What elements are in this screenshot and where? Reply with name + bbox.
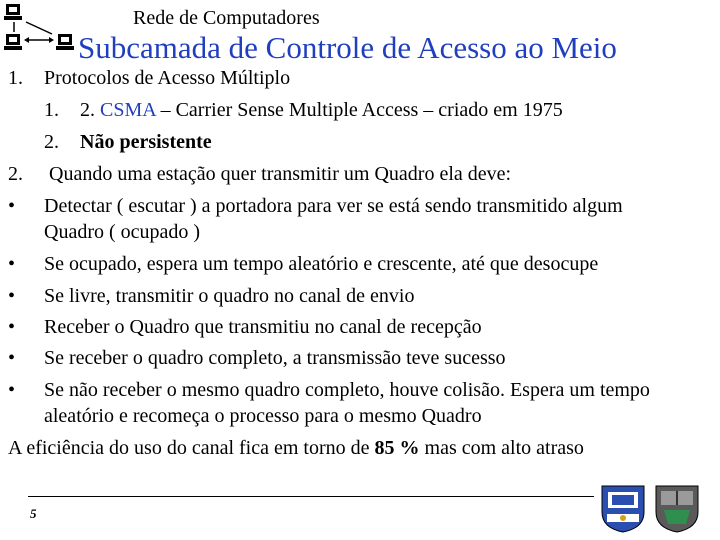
bullet-text-cont: aleatório e recomeça o processo para o mesmo Quadro xyxy=(44,405,482,427)
list-marker: 2. xyxy=(44,131,59,153)
bullet: • xyxy=(8,316,16,338)
bullet: • xyxy=(8,379,16,401)
computer-network-icon xyxy=(0,0,80,66)
list-text-suffix: – Carrier Sense Multiple Access – criado em 1975 xyxy=(155,99,563,121)
conclusion xyxy=(8,436,584,460)
bullet: • xyxy=(8,195,16,217)
footer-divider xyxy=(28,496,594,497)
institution-crest-icon xyxy=(652,482,702,534)
conclusion-prefix: A eficiência do uso do canal fica em torno de xyxy=(8,437,375,459)
list-text: Protocolos de Acesso Múltiplo xyxy=(44,67,291,89)
list-text: Quando uma estação quer transmitir um Quadro ela deve: xyxy=(49,163,512,185)
bullet: • xyxy=(8,347,16,369)
bullet-text-cont: Quadro ( ocupado ) xyxy=(44,221,201,243)
list-marker: 1. xyxy=(8,67,23,89)
university-crest-icon xyxy=(598,482,648,534)
csma-highlight: CSMA xyxy=(100,99,156,121)
slide-title: Subcamada de Controle de Acesso ao Meio xyxy=(78,30,617,65)
bullet-text: Se livre, transmitir o quadro no canal de envio xyxy=(44,285,415,307)
page-number: 5 xyxy=(30,506,37,521)
bullet: • xyxy=(8,285,16,307)
bullet-text: Detectar ( escutar ) a portadora para ver se está sendo transmitido algum xyxy=(44,195,623,217)
efficiency-value: 85 % xyxy=(374,437,420,459)
list-text: Não persistente xyxy=(80,131,212,153)
list-item xyxy=(8,66,23,90)
bullet-text: Receber o Quadro que transmitiu no canal de recepção xyxy=(44,316,482,338)
list-marker: 2. xyxy=(8,163,23,185)
list-text-prefix: 2. xyxy=(80,99,100,121)
list-marker: 1. xyxy=(44,99,59,121)
bullet-text: Se não receber o mesmo quadro completo, houve colisão. Espera um tempo xyxy=(44,379,650,401)
bullet: • xyxy=(8,253,16,275)
header-title: Rede de Computadores xyxy=(133,7,320,29)
conclusion-suffix: mas com alto atraso xyxy=(419,437,584,459)
list-item xyxy=(80,98,563,122)
bullet-text: Se ocupado, espera um tempo aleatório e crescente, até que desocupe xyxy=(44,253,599,275)
bullet-text: Se receber o quadro completo, a transmissão teve sucesso xyxy=(44,347,506,369)
